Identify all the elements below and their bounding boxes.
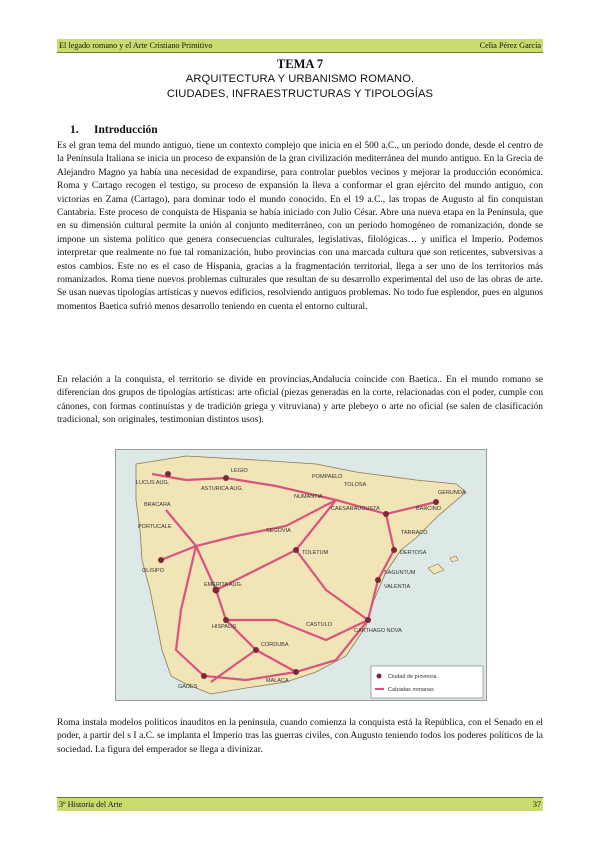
map-label: TARRACO	[401, 530, 428, 536]
paragraph-2: En relación a la conquista, el territorio se divide en provincias,Andalucía coincide con Baetica.. En el mundo romano se diferencian dos grupos de tipologías artísticas: arte oficial (piezas generadas en la corte, relacionadas con el poder, cumple con cánones, con formas continuistas y de tradición griega y vitruviana) y arte plebeyo o arte no oficial (se salen de clasificación tradicional, son originales, testimonian distintos usos).	[57, 375, 543, 426]
map-label: PORTUCALE	[138, 524, 172, 530]
map-label: BRACARA	[144, 502, 171, 508]
page-footer	[57, 797, 543, 811]
section-heading	[70, 124, 158, 136]
map-label: EMERITA AUG.	[204, 582, 243, 588]
section-number: 1.	[70, 124, 79, 136]
map-label: DERTOSA	[400, 550, 427, 556]
roman-hispania-map	[115, 449, 487, 701]
map-label: CARTHAGO NOVA	[354, 628, 402, 634]
map-label: CAESARAUGUSTA	[331, 506, 380, 512]
map-label: LUCUS AUG.	[136, 480, 170, 486]
title-block	[57, 57, 543, 101]
map-label: OLISIPO	[142, 568, 165, 574]
map-label: GERUNDA	[438, 490, 466, 496]
legend-item: Ciudad de provincia	[388, 674, 437, 680]
balearic-islands	[428, 556, 458, 574]
map-svg	[116, 450, 486, 700]
paragraph-3: Roma instala modelos políticos inauditos en la península, cuando comienza la conquista está la República, con el Senado en el poder, a partir del s I a.C. se implanta el Imperio tras las guerras civiles, con Augusto teniendo todos los poderes políticos de la sociedad. La figura del emperador se llega a divinizar.	[57, 718, 543, 755]
footer-left: 3º Historia del Arte	[59, 800, 123, 809]
legend-item: Calzadas romanas	[388, 687, 434, 693]
subtitle-line-1: ARQUITECTURA Y URBANISMO ROMANO.	[185, 73, 415, 85]
map-label: TOLOSA	[344, 482, 367, 488]
map-label: CASTULO	[306, 622, 332, 628]
map-label: NUMANTIA	[294, 494, 323, 500]
subtitle-line-2: CIUDADES, INFRAESTRUCTURAS Y TIPOLOGÍAS	[166, 87, 434, 100]
map-label: HISPALIS	[212, 624, 237, 630]
section-title: Introducción	[94, 124, 158, 136]
tema-title: TEMA 7	[276, 57, 324, 71]
map-label: TOLETUM	[302, 550, 329, 556]
map-label: CORDUBA	[261, 642, 289, 648]
map-label: BARCINO	[416, 506, 442, 512]
map-legend	[371, 666, 483, 698]
page-number: 37	[532, 800, 541, 809]
header-right: Celia Pérez García	[479, 41, 541, 50]
map-label: SAGUNTUM	[384, 570, 416, 576]
map-label: LEGIO	[231, 468, 248, 474]
map-label: SEGOVIA	[266, 528, 291, 534]
page-header	[57, 39, 543, 53]
map-label: GADES	[178, 684, 198, 690]
map-label: VALENTIA	[384, 584, 411, 590]
map-label: POMPAELO	[312, 474, 343, 480]
map-label: MALACA	[266, 678, 289, 684]
paragraph-1: Es el gran tema del mundo antiguo, tiene un contexto complejo que inicia en el 500 a.C., un período donde, desde el centro de la Península Italiana se inicia un proceso de expansión de la gran civilización mediterránea del mundo antiguo. En la Grecia de Alejandro Magno ya había una necesidad de expandirse, para controlar pueblos vecinos y mejorar la producción económica. Roma y Cartago recogen el testigo, su proceso de expansión la lleva a conformar el gran ejército del mundo antiguo, con victorias en Zama (Cartago), para dominar todo el mundo conocido. En el 19 a.C., las tropas de Augusto al fin conquistan Cantabria. Este proceso de conquista de Hispania se había iniciado con Julio César. Abre una nueva etapa en la Península, que en su dimensión cultural permite la unión al conjunto mediterráneo, con un período homogéneo de romanización, donde se impone un sistema político que genera consecuencias culturales, legislativas, filológicas… y unifica el Imperio. Podemos interpretar que realmente no fue tal romanización, hubo provincias con una marcada cultura que son reticentes, subversivas a estos cambios. Este no es el caso de Hispania, gracias a la fragmentación territorial, llega a ser uno de los territorios más romanizados. Roma tiene nuevos problemas culturales que resultan de su desarrollo experimental del uso de las obras de arte. Se usan nuevas tipologías artísticas y nuevos edificios, resolviendo antiguos problemas. No todo fue esplendor, pues en algunos momentos Baetica sufrió menos desarrollo teniendo en cuenta el entorno cultural.	[57, 141, 543, 312]
header-left: El legado romano y el Arte Cristiano Primitivo	[59, 41, 213, 50]
map-label: ASTURICA AUG.	[201, 486, 244, 492]
